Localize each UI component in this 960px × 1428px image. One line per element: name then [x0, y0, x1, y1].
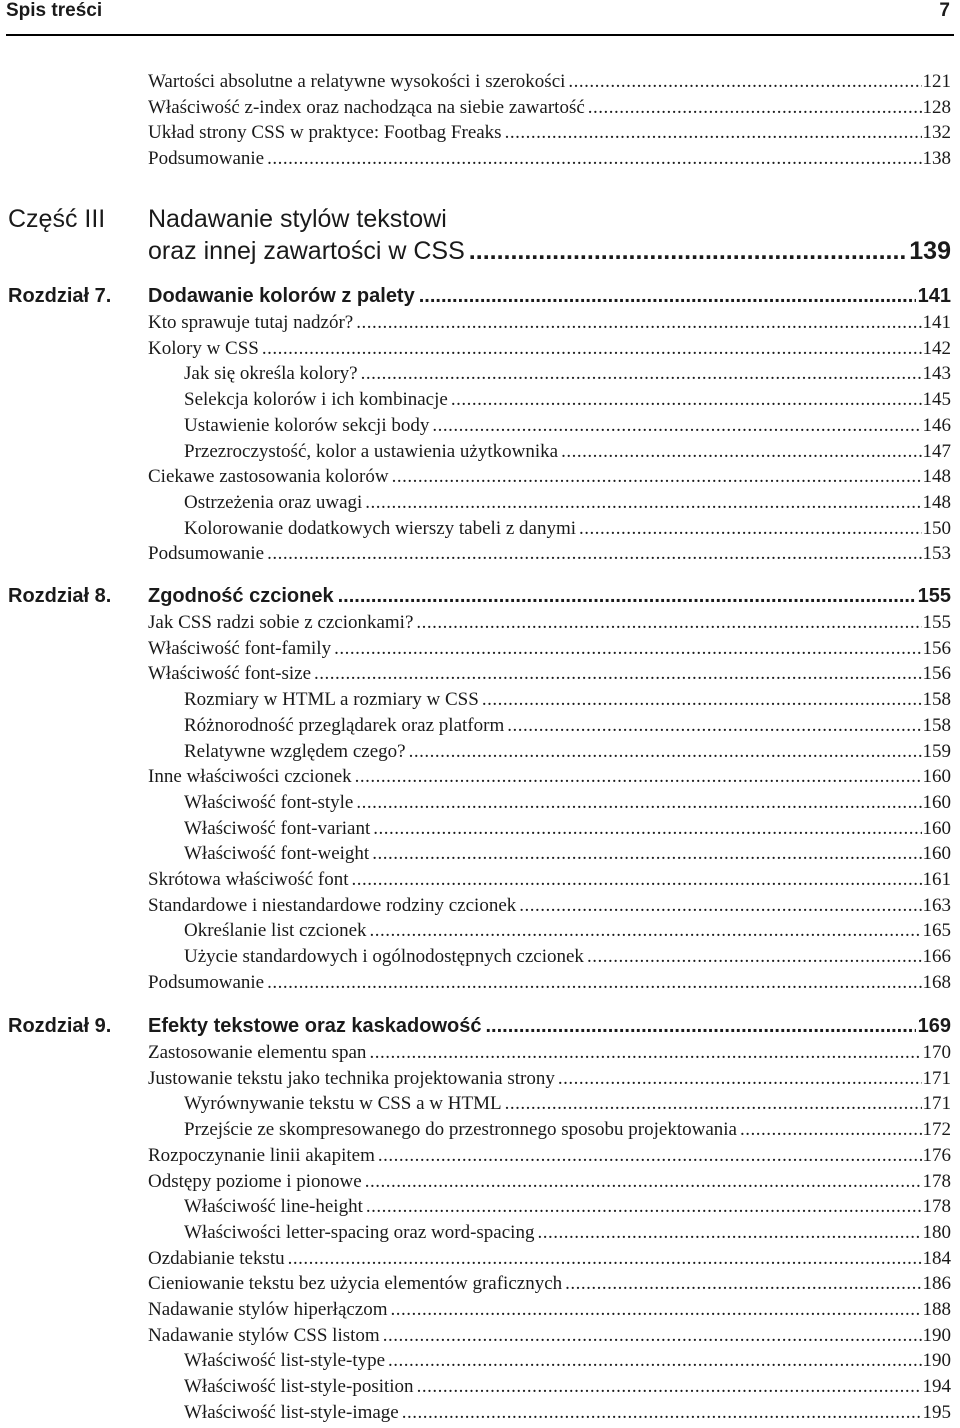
toc-entry-title: Użycie standardowych i ogólnodostępnych czcionek: [184, 946, 584, 967]
toc-entry[interactable]: [0, 1297, 960, 1323]
chapter-page: 155: [917, 585, 951, 607]
toc-entry-page: 163: [922, 895, 951, 916]
toc-entry-page: 141: [922, 312, 951, 333]
toc-entry-leader: [184, 841, 951, 867]
chapter-leader: [148, 1011, 951, 1041]
toc-entry-leader: [184, 439, 951, 465]
part-page-number: 139: [909, 237, 951, 265]
toc-entry-leader: [184, 1194, 951, 1220]
toc-entry-title: Justowanie tekstu jako technika projektowania strony: [148, 1068, 555, 1089]
leader-dots: [402, 1400, 922, 1426]
toc-entry-title: Właściwość font-variant: [184, 818, 371, 839]
chapter-page: 141: [917, 285, 951, 307]
part-title-line1: Nadawanie stylów tekstowi: [148, 205, 447, 233]
leader-dots: [365, 490, 921, 516]
toc-entry[interactable]: [0, 764, 960, 790]
toc-entry[interactable]: [0, 661, 960, 687]
toc-entry-leader: [148, 893, 951, 919]
toc-entry[interactable]: [0, 841, 960, 867]
toc-entry-leader: [148, 95, 951, 121]
leader-dots: [587, 944, 922, 970]
toc-entry-title: Właściwość font-family: [148, 638, 332, 659]
leader-dots: [451, 387, 922, 413]
leader-dots: [267, 970, 921, 996]
toc-entry[interactable]: [0, 1169, 960, 1195]
toc-entry-title: Rozpoczynanie linii akapitem: [148, 1145, 375, 1166]
leader-dots: [561, 439, 921, 465]
leader-dots: [469, 235, 907, 267]
toc-entry-leader: [148, 120, 951, 146]
leader-dots: [262, 336, 922, 362]
leader-dots: [392, 464, 922, 490]
leader-dots: [505, 1091, 922, 1117]
toc-entry-page: 180: [922, 1222, 951, 1243]
leader-dots: [372, 841, 921, 867]
toc-entry-leader: [184, 413, 951, 439]
toc-entry-page: 190: [922, 1325, 951, 1346]
chapter-page: 169: [917, 1015, 951, 1037]
toc-entry-leader: [184, 713, 951, 739]
toc-entry[interactable]: [0, 1194, 960, 1220]
toc-entry-title: Właściwość list-style-image: [184, 1402, 399, 1423]
toc-entry[interactable]: [0, 1323, 960, 1349]
toc-entry-title: Właściwość z-index oraz nachodząca na siebie zawartość: [148, 97, 585, 118]
toc-entry-title: Skrótowa właściwość font: [148, 869, 349, 890]
toc-entry-page: 171: [922, 1068, 951, 1089]
toc-entry-title: Selekcja kolorów i ich kombinacje: [184, 389, 448, 410]
toc-entry-title: Przezroczystość, kolor a ustawienia użytkownika: [184, 441, 559, 462]
toc-entry-page: 145: [922, 389, 951, 410]
toc-entry-leader: [148, 636, 951, 662]
toc-entry-title: Jak się określa kolory?: [184, 363, 358, 384]
toc-entry[interactable]: [0, 687, 960, 713]
leader-dots: [352, 867, 922, 893]
toc-entry-leader: [148, 69, 951, 95]
leader-dots: [417, 1374, 922, 1400]
toc-entry[interactable]: [0, 69, 960, 95]
toc-entry-page: 132: [922, 122, 951, 143]
toc-entry-leader: [184, 816, 951, 842]
toc-entry[interactable]: [0, 1091, 960, 1117]
chapter-heading[interactable]: [0, 581, 960, 611]
toc-entry-leader: [184, 387, 951, 413]
toc-entry-page: 159: [922, 741, 951, 762]
toc-entry-title: Standardowe i niestandardowe rodziny czcionek: [148, 895, 517, 916]
toc-entry-page: 178: [922, 1171, 951, 1192]
toc-entry-page: 184: [922, 1248, 951, 1269]
toc-entry-page: 150: [922, 518, 951, 539]
toc-entry-page: 186: [922, 1273, 951, 1294]
toc-entry-title: Cieniowanie tekstu bez użycia elementów graficznych: [148, 1273, 563, 1294]
toc-entry[interactable]: [0, 739, 960, 765]
leader-dots: [579, 516, 921, 542]
toc-entry[interactable]: [0, 464, 960, 490]
toc-entry-leader: [148, 1066, 951, 1092]
toc-entry[interactable]: [0, 516, 960, 542]
toc-entry-title: Różnorodność przeglądarek oraz platform: [184, 715, 505, 736]
toc-entry-page: 143: [922, 363, 951, 384]
toc-entry-leader: [148, 1169, 951, 1195]
leader-dots: [361, 361, 922, 387]
toc-entry-page: 158: [922, 715, 951, 736]
toc-entry-leader: [184, 1091, 951, 1117]
toc-entry-page: 155: [922, 612, 951, 633]
chapter-label: Rozdział 8.: [8, 585, 112, 607]
toc-entry-leader: [184, 1220, 951, 1246]
chapter-title: Zgodność czcionek: [148, 585, 334, 607]
toc-entry[interactable]: [0, 610, 960, 636]
leader-dots: [568, 69, 921, 95]
toc-entry[interactable]: [0, 1143, 960, 1169]
toc-entry[interactable]: [0, 1040, 960, 1066]
toc-entry[interactable]: [0, 713, 960, 739]
toc-entry-leader: [148, 764, 951, 790]
toc-entry-page: 190: [922, 1350, 951, 1371]
toc-entry-title: Ciekawe zastosowania kolorów: [148, 466, 389, 487]
toc-entry-title: Relatywne względem czego?: [184, 741, 406, 762]
toc-entry-title: Właściwość font-size: [148, 663, 312, 684]
leader-dots: [537, 1220, 921, 1246]
toc-entry-title: Kolory w CSS: [148, 338, 259, 359]
toc-entry-leader: [148, 1297, 951, 1323]
toc-entry-leader: [148, 610, 951, 636]
toc-entry[interactable]: [0, 790, 960, 816]
leader-dots: [370, 918, 922, 944]
toc-entry-leader: [148, 1323, 951, 1349]
toc-entry[interactable]: [0, 1246, 960, 1272]
leader-dots: [482, 687, 922, 713]
toc-entry-page: 148: [922, 492, 951, 513]
chapter-heading[interactable]: [0, 281, 960, 311]
toc-entry-page: 165: [922, 920, 951, 941]
toc-entry-title: Nadawanie stylów hiperłączom: [148, 1299, 388, 1320]
running-header-title: Spis treści: [6, 0, 103, 21]
toc-entry-leader: [148, 1246, 951, 1272]
toc-entry-title: Określanie list czcionek: [184, 920, 367, 941]
leader-dots: [740, 1117, 922, 1143]
leader-dots: [391, 1297, 922, 1323]
toc-entry[interactable]: [0, 413, 960, 439]
toc-entry-page: 170: [922, 1042, 951, 1063]
leader-dots: [356, 310, 921, 336]
toc-entry-page: 160: [922, 766, 951, 787]
leader-dots: [355, 764, 922, 790]
toc-entry-page: 153: [922, 543, 951, 564]
toc-entry-title: Ustawienie kolorów sekcji body: [184, 415, 430, 436]
toc-entry-title: Rozmiary w HTML a rozmiary w CSS: [184, 689, 479, 710]
toc-entry-leader: [148, 661, 951, 687]
toc-entry-leader: [184, 944, 951, 970]
leader-dots: [288, 1246, 922, 1272]
leader-dots: [388, 1348, 921, 1374]
toc-entry-page: 194: [922, 1376, 951, 1397]
toc-entry-title: Inne właściwości czcionek: [148, 766, 352, 787]
toc-entry-leader: [184, 687, 951, 713]
toc-entry[interactable]: [0, 893, 960, 919]
leader-dots: [334, 636, 921, 662]
leader-dots: [409, 739, 922, 765]
toc-entry-page: 160: [922, 792, 951, 813]
toc-entry-title: Właściwości letter-spacing oraz word-spacing: [184, 1222, 535, 1243]
toc-entry[interactable]: [0, 1117, 960, 1143]
toc-entry-leader: [148, 1040, 951, 1066]
toc-entry-leader: [148, 464, 951, 490]
leader-dots: [383, 1323, 922, 1349]
toc-entry-page: 168: [922, 972, 951, 993]
toc-entry-leader: [184, 1400, 951, 1426]
toc-entry-title: Zastosowanie elementu span: [148, 1042, 367, 1063]
toc-entry-title: Kto sprawuje tutaj nadzór?: [148, 312, 354, 333]
toc-entry-title: Przejście ze skompresowanego do przestronnego sposobu projektowania: [184, 1119, 737, 1140]
toc-entry[interactable]: [0, 816, 960, 842]
toc-entry[interactable]: [0, 387, 960, 413]
toc-entry-page: 176: [922, 1145, 951, 1166]
toc-entry[interactable]: [0, 146, 960, 172]
toc-entry-leader: [184, 516, 951, 542]
toc-entry-page: 156: [922, 638, 951, 659]
leader-dots: [419, 281, 916, 311]
toc-entry-page: 142: [922, 338, 951, 359]
leader-dots: [314, 661, 921, 687]
toc-entry-leader: [148, 146, 951, 172]
toc-entry[interactable]: [0, 1220, 960, 1246]
leader-dots: [366, 1194, 922, 1220]
toc-entry[interactable]: [0, 1400, 960, 1426]
toc-entry-leader: [148, 1271, 951, 1297]
toc-entry-title: Kolorowanie dodatkowych wierszy tabeli z danymi: [184, 518, 577, 539]
toc-entry[interactable]: [0, 1348, 960, 1374]
toc-entry-leader: [148, 541, 951, 567]
leader-dots: [369, 1040, 921, 1066]
toc-entry[interactable]: [0, 336, 960, 362]
toc-entry-title: Ostrzeżenia oraz uwagi: [184, 492, 363, 513]
leader-dots: [507, 713, 921, 739]
toc-entry[interactable]: [0, 867, 960, 893]
toc-entry-page: 188: [922, 1299, 951, 1320]
toc-entry-title: Właściwość font-style: [184, 792, 354, 813]
leader-dots: [485, 1011, 915, 1041]
toc-entry[interactable]: [0, 1066, 960, 1092]
toc-entry[interactable]: [0, 120, 960, 146]
leader-dots: [432, 413, 921, 439]
toc-entry-title: Ozdabianie tekstu: [148, 1248, 285, 1269]
toc-entry[interactable]: [0, 541, 960, 567]
toc-entry-page: 178: [922, 1196, 951, 1217]
leader-dots: [365, 1169, 922, 1195]
chapter-title: Efekty tekstowe oraz kaskadowość: [148, 1015, 482, 1037]
toc-entry[interactable]: [0, 310, 960, 336]
leader-dots: [565, 1271, 921, 1297]
toc-entry-leader: [184, 739, 951, 765]
chapter-heading[interactable]: [0, 1011, 960, 1041]
toc-entry-leader: [184, 361, 951, 387]
part-label: Część III: [8, 205, 106, 233]
toc-entry[interactable]: [0, 361, 960, 387]
toc-entry-leader: [184, 1348, 951, 1374]
chapter-label: Rozdział 9.: [8, 1015, 112, 1037]
toc-entry-page: 128: [922, 97, 951, 118]
toc-entry[interactable]: [0, 918, 960, 944]
toc-entry-title: Układ strony CSS w praktyce: Footbag Freaks: [148, 122, 502, 143]
leader-dots: [505, 120, 922, 146]
toc-entry-page: 148: [922, 466, 951, 487]
leader-dots: [378, 1143, 922, 1169]
toc-entry-title: Wyrównywanie tekstu w CSS a w HTML: [184, 1093, 502, 1114]
chapter-title: Dodawanie kolorów z palety: [148, 285, 415, 307]
leader-dots: [267, 146, 921, 172]
toc-entry-page: 156: [922, 663, 951, 684]
leader-dots: [373, 816, 921, 842]
toc-entry-title: Podsumowanie: [148, 543, 265, 564]
part-title-line2[interactable]: [148, 235, 951, 267]
toc-entry-page: 172: [922, 1119, 951, 1140]
toc-entry-leader: [184, 790, 951, 816]
toc-entry-title: Wartości absolutne a relatywne wysokości i szerokości: [148, 71, 566, 92]
toc-entry-page: 195: [922, 1402, 951, 1423]
toc-entry-leader: [148, 336, 951, 362]
leader-dots: [356, 790, 921, 816]
leader-dots: [558, 1066, 922, 1092]
part-title-text: oraz innej zawartości w CSS: [148, 237, 465, 265]
toc-entry[interactable]: [0, 439, 960, 465]
leader-dots: [588, 95, 922, 121]
leader-dots: [267, 541, 921, 567]
toc-entry-title: Właściwość list-style-type: [184, 1350, 386, 1371]
chapter-leader: [148, 281, 951, 311]
toc-entry-page: 166: [922, 946, 951, 967]
toc-entry-title: Właściwość font-weight: [184, 843, 370, 864]
toc-entry-leader: [148, 310, 951, 336]
toc-entry-title: Właściwość line-height: [184, 1196, 363, 1217]
toc-entry-leader: [184, 918, 951, 944]
toc-entry[interactable]: [0, 944, 960, 970]
toc-entry-page: 161: [922, 869, 951, 890]
toc-entry[interactable]: [0, 636, 960, 662]
toc-entry-page: 158: [922, 689, 951, 710]
toc-entry-title: Podsumowanie: [148, 972, 265, 993]
toc-entry-page: 171: [922, 1093, 951, 1114]
toc-entry-leader: [184, 1374, 951, 1400]
toc-entry[interactable]: [0, 95, 960, 121]
toc-entry-leader: [184, 1117, 951, 1143]
leader-dots: [416, 610, 921, 636]
toc-entry-leader: [148, 867, 951, 893]
leader-dots: [338, 581, 916, 611]
toc-entry-page: 121: [922, 71, 951, 92]
toc-entry-page: 160: [922, 818, 951, 839]
chapter-label: Rozdział 7.: [8, 285, 112, 307]
toc-entry-page: 160: [922, 843, 951, 864]
toc-entry-leader: [184, 490, 951, 516]
toc-entry[interactable]: [0, 1374, 960, 1400]
toc-entry[interactable]: [0, 970, 960, 996]
toc-entry-title: Właściwość list-style-position: [184, 1376, 414, 1397]
page-number: 7: [939, 0, 950, 21]
toc-entry-leader: [148, 1143, 951, 1169]
toc-entry[interactable]: [0, 490, 960, 516]
toc-entry-page: 147: [922, 441, 951, 462]
toc-entry-leader: [148, 970, 951, 996]
page-header: [6, 0, 954, 36]
toc-entry-page: 146: [922, 415, 951, 436]
toc-entry-page: 138: [922, 148, 951, 169]
toc-entry-title: Jak CSS radzi sobie z czcionkami?: [148, 612, 414, 633]
toc-entry-title: Nadawanie stylów CSS listom: [148, 1325, 380, 1346]
chapter-leader: [148, 581, 951, 611]
toc-entry-title: Odstępy poziome i pionowe: [148, 1171, 362, 1192]
toc-entry[interactable]: [0, 1271, 960, 1297]
toc-entry-title: Podsumowanie: [148, 148, 265, 169]
leader-dots: [519, 893, 921, 919]
